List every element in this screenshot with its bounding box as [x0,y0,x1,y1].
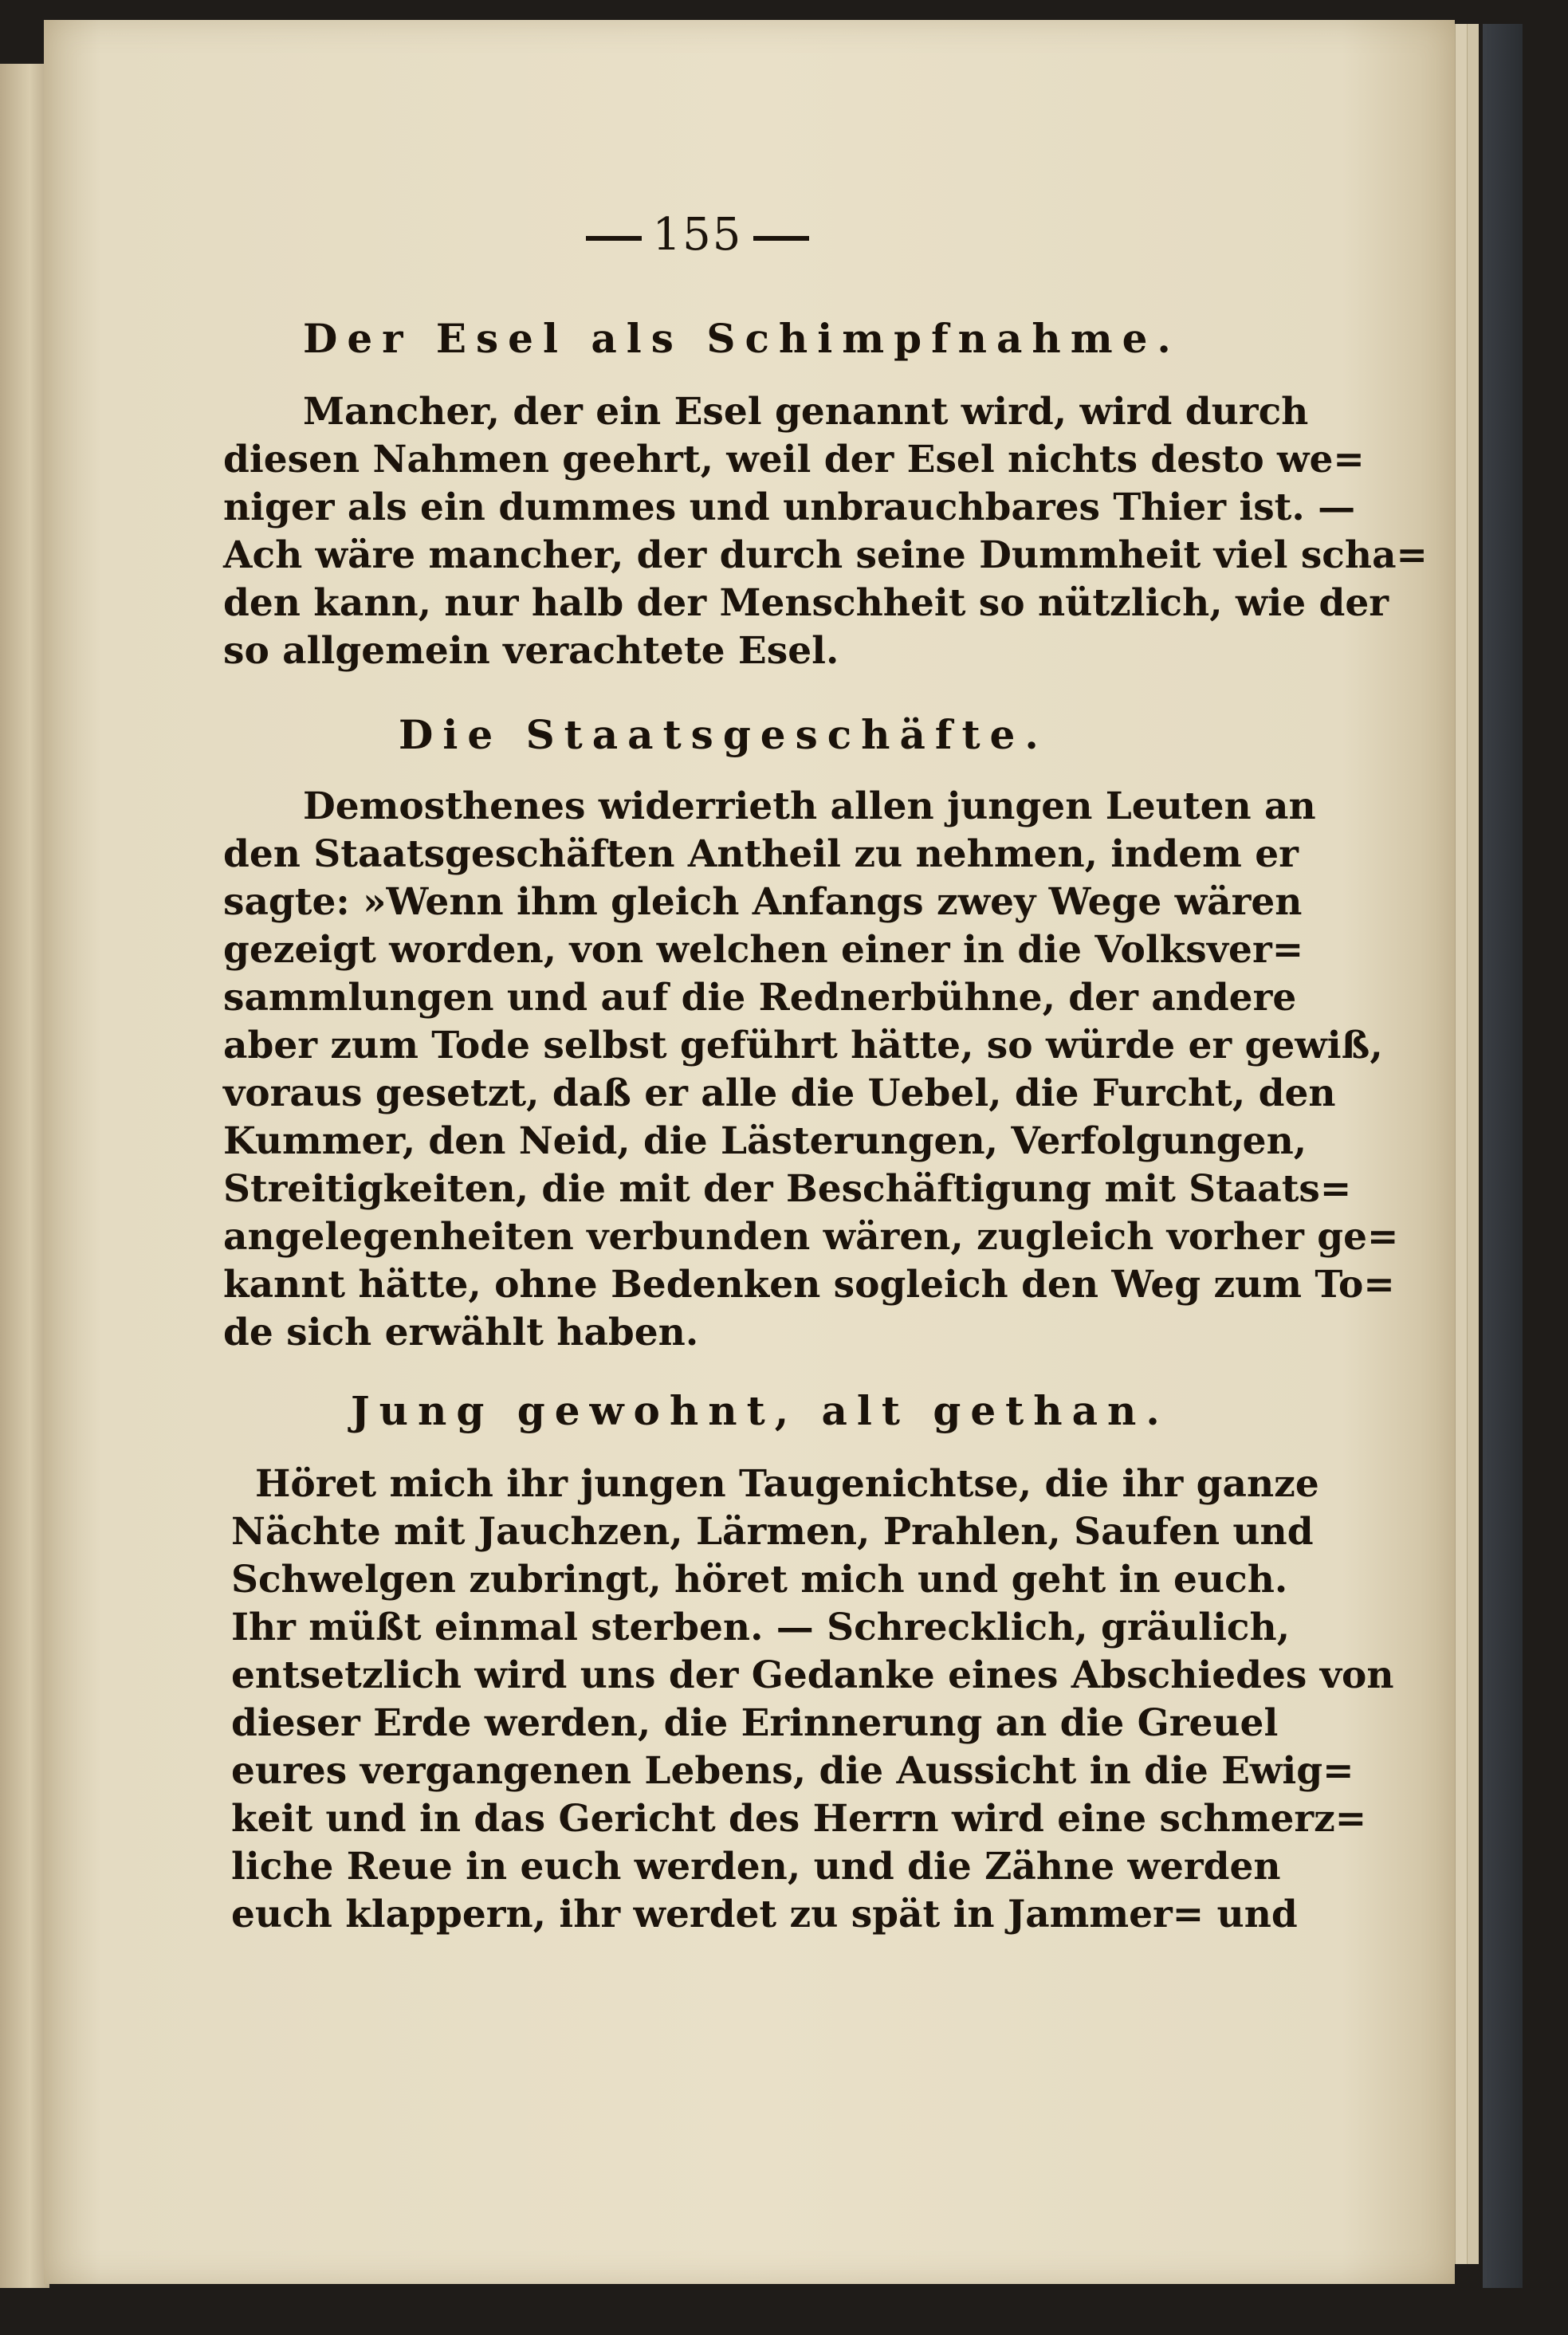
text-line: den Staatsgeschäften Antheil zu nehmen, indem er [223,832,1299,876]
text-line: angelegenheiten verbunden wären, zugleich vorher ge= [223,1215,1399,1259]
text-line: Nächte mit Jauchzen, Lärmen, Prahlen, Saufen und [231,1510,1314,1554]
text-line: niger als ein dummes und unbrauchbares Thier ist. — [223,485,1356,529]
previous-page-edge [0,64,49,2288]
text-line: den kann, nur halb der Menschheit so nützlich, wie der [223,581,1389,625]
text-line: Höret mich ihr jungen Taugenichtse, die ihr ganze [255,1462,1319,1506]
text-line: entsetzlich wird uns der Gedanke eines Abschiedes von [231,1653,1394,1697]
page-number-text: 155 [652,209,743,261]
text-line: Streitigkeiten, die mit der Beschäftigung mit Staats= [223,1167,1352,1211]
text-line: liche Reue in euch werden, und die Zähne werden [231,1845,1281,1889]
text-line: dieser Erde werden, die Erinnerung an die Greuel [231,1701,1279,1745]
text-line: so allgemein verachtete Esel. [223,629,839,673]
text-line: keit und in das Gericht des Herrn wird eine schmerz= [231,1797,1367,1841]
text-line: Schwelgen zubringt, höret mich und geht in euch. [231,1558,1288,1602]
text-line: Mancher, der ein Esel genannt wird, wird durch [303,390,1309,434]
text-line: eures vergangenen Lebens, die Aussicht in die Ewig= [231,1749,1354,1793]
text-line: diesen Nahmen geehrt, weil der Esel nichts desto we= [223,438,1365,482]
page-number [566,209,829,261]
text-line: euch klappern, ihr werdet zu spät in Jammer= und [231,1893,1298,1936]
text-line: Kummer, den Neid, die Lästerungen, Verfolgungen, [223,1119,1307,1163]
section-title: Die Staatsgeschäfte. [399,711,1048,758]
text-line: Ihr müßt einmal sterben. — Schrecklich, gräulich, [231,1606,1291,1649]
section-title: Jung gewohnt, alt gethan. [351,1387,1169,1434]
text-line: sagte: »Wenn ihm gleich Anfangs zwey Wege wären [223,880,1303,924]
page-stack-edge [1467,24,1479,2264]
dash-right [753,236,809,241]
text-line: gezeigt worden, von welchen einer in die Volksver= [223,928,1304,972]
page-stack-edge [1455,24,1467,2264]
text-line: voraus gesetzt, daß er alle die Uebel, die Furcht, den [223,1071,1336,1115]
text-line: Ach wäre mancher, der durch seine Dummheit viel scha= [223,533,1428,577]
section-title: Der Esel als Schimpfnahme. [303,315,1181,362]
dash-left [586,236,642,241]
text-line: aber zum Tode selbst geführt hätte, so würde er gewiß, [223,1024,1383,1067]
book-cover [1483,24,1523,2288]
text-line: de sich erwählt haben. [223,1311,699,1354]
text-line: kannt hätte, ohne Bedenken sogleich den Weg zum To= [223,1263,1395,1307]
text-line: Demosthenes widerrieth allen jungen Leuten an [303,784,1316,828]
text-line: sammlungen und auf die Rednerbühne, der andere [223,976,1297,1020]
